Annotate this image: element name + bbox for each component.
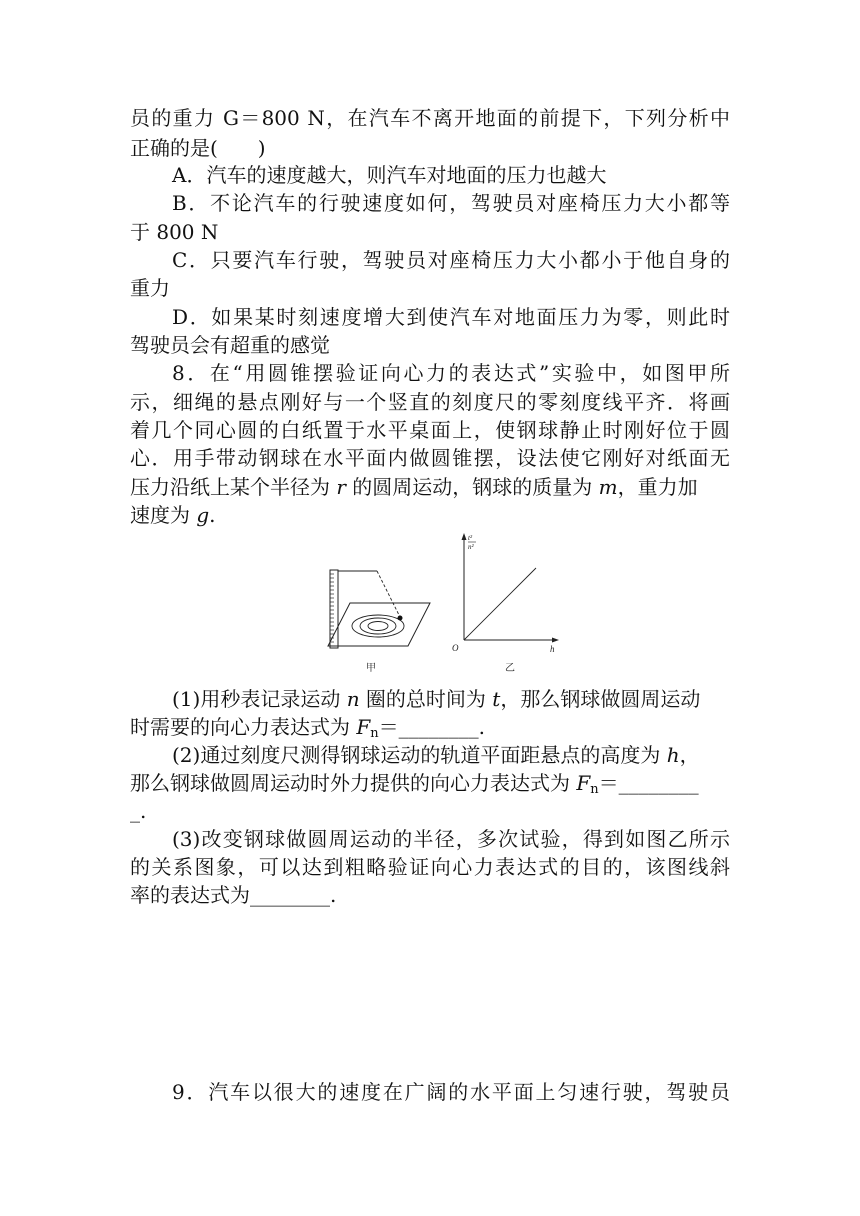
q8-stem-line-3: 着几个同心圆的白纸置于水平桌面上，使钢球静止时刚好位于圆 (130, 418, 730, 442)
q7-stem-line-2: 正确的是( ) (130, 136, 266, 160)
q8-sub3-line-2: 的关系图象，可以达到粗略验证向心力表达式的目的，该图线斜 (130, 855, 730, 879)
q7-stem-line-1: 员的重力 G＝800 N，在汽车不离开地面的前提下，下列分析中 (130, 106, 730, 130)
label-jia: 甲 (366, 663, 376, 674)
graph-line (464, 568, 536, 640)
q8-line5-text-a: 压力沿纸上某个半径为 (130, 475, 337, 499)
y-axis-arrow-icon (462, 533, 467, 540)
q8-line6-text-a: 速度为 (130, 503, 197, 527)
q8-sub2-text-a: (2)通过刻度尺测得钢球运动的轨道平面距悬点的高度为 (172, 743, 667, 767)
q8-line5-text-c: ，重力加 (617, 475, 698, 499)
q8-sub3-line-1: (3)改变钢球做圆周运动的半径，多次试验，得到如图乙所示 (172, 827, 730, 851)
q8-stem-line-5 (130, 472, 730, 502)
string-line (377, 571, 400, 617)
q8-sub1-line-2 (130, 712, 730, 742)
q8-sub1-line2-text-a: 时需要的向心力表达式为 (130, 715, 357, 739)
label-yi: 乙 (505, 663, 515, 674)
q8-sub3-line-3[interactable]: 率的表达式为________. (130, 883, 337, 907)
axis-y-label-numerator: t² (468, 534, 473, 542)
table-plane (328, 603, 430, 646)
var-h: h (666, 743, 680, 767)
q8-stem-line-2: 示，细绳的悬点刚好与一个竖直的刻度尺的零刻度线平齐．将画 (130, 390, 730, 414)
q8-sub2-line-3: _. (130, 799, 147, 823)
concentric-circle (368, 622, 388, 631)
var-m: m (598, 475, 618, 499)
q8-sub2-line2-text-a: 那么钢球做圆周运动时外力提供的向心力表达式为 (130, 771, 577, 795)
x-axis-arrow-icon (552, 638, 559, 643)
q7-option-d-line-2: 驾驶员会有超重的感觉 (130, 333, 330, 357)
axis-origin-label: O (452, 643, 459, 653)
q8-sub2-text-b: ， (679, 743, 700, 767)
axis-y-label-denominator: n² (468, 543, 474, 551)
ruler-ticks (330, 574, 334, 642)
var-r: r (336, 475, 346, 499)
q8-stem-line-1: 8．在“用圆锥摆验证向心力的表达式”实验中，如图甲所 (172, 361, 730, 385)
q7-option-c-line-1: C．只要汽车行驶，驾驶员对座椅压力大小都小于他自身的 (172, 248, 730, 272)
var-t: t (492, 687, 501, 711)
q7-option-b-line-2: 于 800 N (130, 220, 219, 244)
var-g: g (196, 503, 210, 527)
axis-x-label: h (550, 644, 555, 654)
q9-stem-line-1: 9．汽车以很大的速度在广阔的水平面上匀速行驶，驾驶员 (172, 1080, 730, 1104)
q8-figure (322, 528, 562, 680)
q8-sub2-line-1 (172, 740, 730, 770)
q8-line5-text-b: 的圆周运动，钢球的质量为 (345, 475, 599, 499)
var-f-subscript: n (590, 782, 599, 797)
q7-option-b-line-1: B．不论汽车的行驶速度如何，驾驶员对座椅压力大小都等 (172, 191, 730, 215)
q7-option-c-line-2: 重力 (130, 276, 170, 300)
var-f: F (576, 771, 591, 795)
concentric-circle (360, 618, 396, 634)
q8-sub2-line-2 (130, 768, 730, 798)
figure-yi (452, 533, 559, 674)
steel-ball-icon (398, 616, 403, 621)
var-f: F (356, 715, 371, 739)
q7-option-d-line-1: D．如果某时刻速度增大到使汽车对地面压力为零，则此时 (172, 305, 730, 329)
q8-stem-line-6 (130, 500, 730, 530)
var-n: n (346, 687, 360, 711)
q7-option-a: A．汽车的速度越大，则汽车对地面的压力也越大 (172, 163, 607, 187)
q8-sub1-line-1 (172, 684, 730, 714)
figure-jia (328, 570, 430, 674)
q8-stem-line-4: 心．用手带动钢球在水平面内做圆锥摆，设法使它刚好对纸面无 (130, 446, 730, 470)
var-f-subscript: n (370, 726, 379, 741)
q8-sub1-text-c: ，那么钢球做圆周运动 (500, 687, 701, 711)
q8-sub1-answer-blank[interactable]: ＝________. (378, 715, 485, 739)
q8-sub1-text-b: 圈的总时间为 (359, 687, 493, 711)
q8-line6-text-b: . (209, 503, 216, 527)
q8-sub2-answer-blank[interactable]: ＝________ (598, 771, 699, 795)
q8-sub1-text-a: (1)用秒表记录运动 (172, 687, 347, 711)
